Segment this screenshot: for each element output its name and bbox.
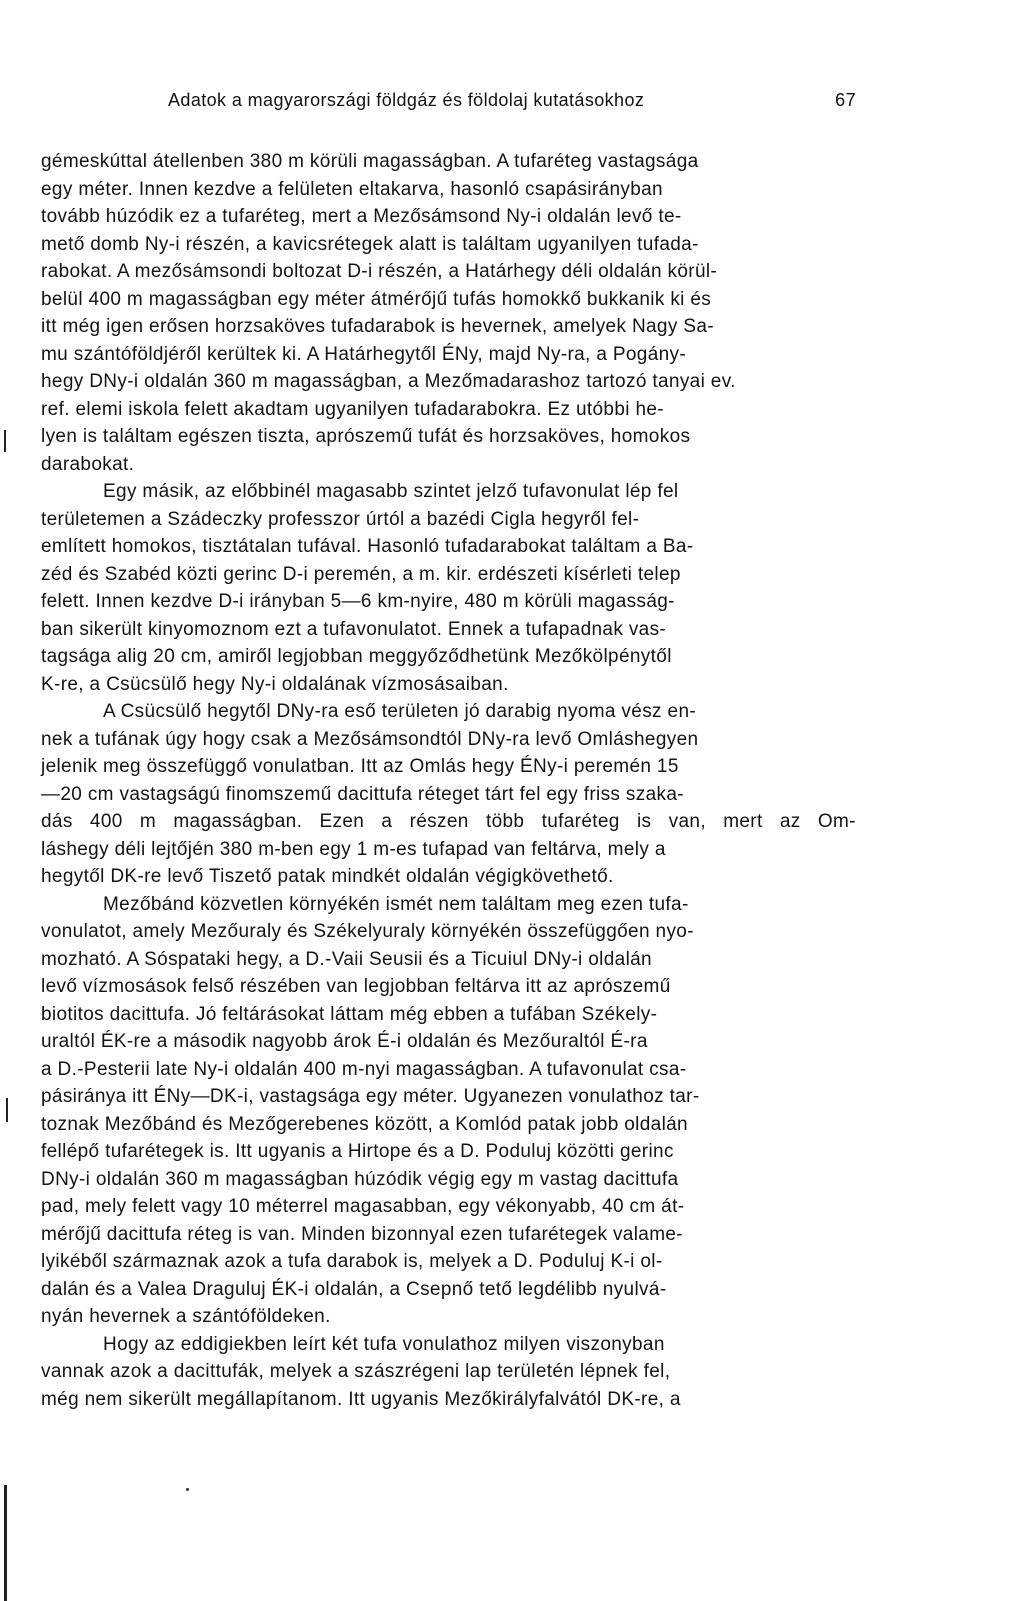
text-line: toznak Mezőbánd és Mezőgerebenes között, a Komlód patak jobb oldalán [41, 1114, 688, 1135]
text-line: lyen is találtam egészen tiszta, aprószemű tufát és horzsaköves, homokos [41, 426, 691, 447]
text-line: K-re, a Csücsülő hegy Ny-i oldalának vízmosásaiban. [41, 674, 509, 695]
text-line: vonulatot, amely Mezőuraly és Székelyuraly környékén összefüggően nyo- [41, 921, 694, 942]
text-line: levő vízmosások felső részében van legjobban feltárva itt az aprószemű [41, 976, 671, 997]
text-line: mető domb Ny-i részén, a kavicsrétegek alatt is találtam ugyanilyen tufada- [41, 234, 699, 255]
text-line: itt még igen erősen horzsaköves tufadarabok is hevernek, amelyek Nagy Sa- [41, 316, 714, 337]
text-line: nek a tufának úgy hogy csak a Mezősámsondtól DNy-ra levő Omláshegyen [41, 729, 699, 750]
running-title: Adatok a magyarországi földgáz és földolaj kutatásokhoz [168, 90, 645, 110]
text-line: mozható. A Sóspataki hegy, a D.-Vaii Seusii és a Ticuiul DNy-i oldalán [41, 949, 652, 970]
scan-speck [186, 1488, 189, 1491]
text-line: területemen a Szádeczky professzor úrtól a bazédi Cigla hegyről fel- [41, 509, 640, 530]
text-line: vannak azok a dacittufák, melyek a szászrégeni lap területén lépnek fel, [41, 1361, 671, 1382]
text-line: Hogy az eddigiekben leírt két tufa vonulathoz milyen viszonyban [103, 1334, 665, 1355]
text-line: fellépő tufarétegek is. Itt ugyanis a Hirtope és a D. Poduluj közötti gerinc [41, 1141, 674, 1162]
text-line: hegy DNy-i oldalán 360 m magasságban, a Mezőmadarashoz tartozó tanyai ev. [41, 371, 736, 392]
text-line: jelenik meg összefüggő vonulatban. Itt az Omlás hegy ÉNy-i peremén 15 [41, 756, 679, 777]
page-number: 67 [835, 90, 856, 110]
text-line: nyán hevernek a szántóföldeken. [41, 1306, 331, 1327]
text-line: rabokat. A mezősámsondi boltozat D-i részén, a Határhegy déli oldalán körül- [41, 261, 718, 282]
text-line: pásiránya itt ÉNy—DK-i, vastagsága egy méter. Ugyanezen vonulathoz tar- [41, 1086, 700, 1107]
text-line: dalán és a Valea Draguluj ÉK-i oldalán, a Csepnő tető legdélibb nyulvá- [41, 1279, 667, 1300]
text-line: —20 cm vastagságú finomszemű dacittufa réteget tárt fel egy friss szaka- [41, 784, 684, 805]
scan-edge-mark-middle [6, 1098, 8, 1122]
text-line: dás 400 m magasságban. Ezen a részen több tufaréteg is van, mert az Om- [41, 811, 856, 832]
text-line: Mezőbánd közvetlen környékén ismét nem találtam meg ezen tufa- [103, 894, 689, 915]
text-line: uraltól ÉK-re a második nagyobb árok É-i oldalán és Mezőuraltól É-ra [41, 1031, 648, 1052]
text-line: említett homokos, tisztátalan tufával. Hasonló tufadarabokat találtam a Ba- [41, 536, 694, 557]
text-line: tagsága alig 20 cm, amiről legjobban meggyőződhetünk Mezőkölpénytől [41, 646, 672, 667]
text-line: tovább húzódik ez a tufaréteg, mert a Mezősámsond Ny-i oldalán levő te- [41, 206, 682, 227]
text-line: mérőjű dacittufa réteg is van. Minden bizonnyal ezen tufarétegek valame- [41, 1224, 683, 1245]
text-line: mu szántóföldjéről kerültek ki. A Határhegytől ÉNy, majd Ny-ra, a Pogány- [41, 344, 687, 365]
text-line: darabokat. [41, 454, 135, 475]
text-line: a D.-Pesterii late Ny-i oldalán 400 m-nyi magasságban. A tufavonulat csa- [41, 1059, 687, 1080]
text-line: DNy-i oldalán 360 m magasságban húzódik végig egy m vastag dacittufa [41, 1169, 679, 1190]
text-line: A Csücsülő hegytől DNy-ra eső területen jó darabig nyoma vész en- [103, 701, 697, 722]
text-line: ban sikerült kinyomoznom ezt a tufavonulatot. Ennek a tufapadnak vas- [41, 619, 667, 640]
text-line: Egy másik, az előbbinél magasabb szintet jelző tufavonulat lép fel [103, 481, 679, 502]
text-line: gémeskúttal átellenben 380 m körüli magasságban. A tufaréteg vastagsága [41, 151, 699, 172]
text-line: felett. Innen kezdve D-i irányban 5—6 km-nyire, 480 m körüli magasság- [41, 591, 675, 612]
text-line: lyikéből származnak azok a tufa darabok is, melyek a D. Poduluj K-i ol- [41, 1251, 663, 1272]
text-line: hegytől DK-re levő Tiszető patak mindkét oldalán végigkövethető. [41, 866, 614, 887]
text-line: zéd és Szabéd közti gerinc D-i peremén, a m. kir. erdészeti kísérleti telep [41, 564, 681, 585]
text-line: egy méter. Innen kezdve a felületen eltakarva, hasonló csapásirányban [41, 179, 663, 200]
scan-edge-mark-bottom [4, 1485, 7, 1601]
text-line: biotitos dacittufa. Jó feltárásokat láttam még ebben a tufában Székely- [41, 1004, 658, 1025]
text-line: belül 400 m magasságban egy méter átmérőjű tufás homokkő bukkanik ki és [41, 289, 712, 310]
text-line: láshegy déli lejtőjén 380 m-ben egy 1 m-es tufapad van feltárva, mely a [41, 839, 666, 860]
text-line: ref. elemi iskola felett akadtam ugyanilyen tufadarabokra. Ez utóbbi he- [41, 399, 664, 420]
text-line: pad, mely felett vagy 10 méterrel magasabban, egy vékonyabb, 40 cm át- [41, 1196, 685, 1217]
scan-edge-mark-top [4, 430, 6, 452]
text-line: még nem sikerült megállapítanom. Itt ugyanis Mezőkirályfalvától DK-re, a [41, 1389, 681, 1410]
